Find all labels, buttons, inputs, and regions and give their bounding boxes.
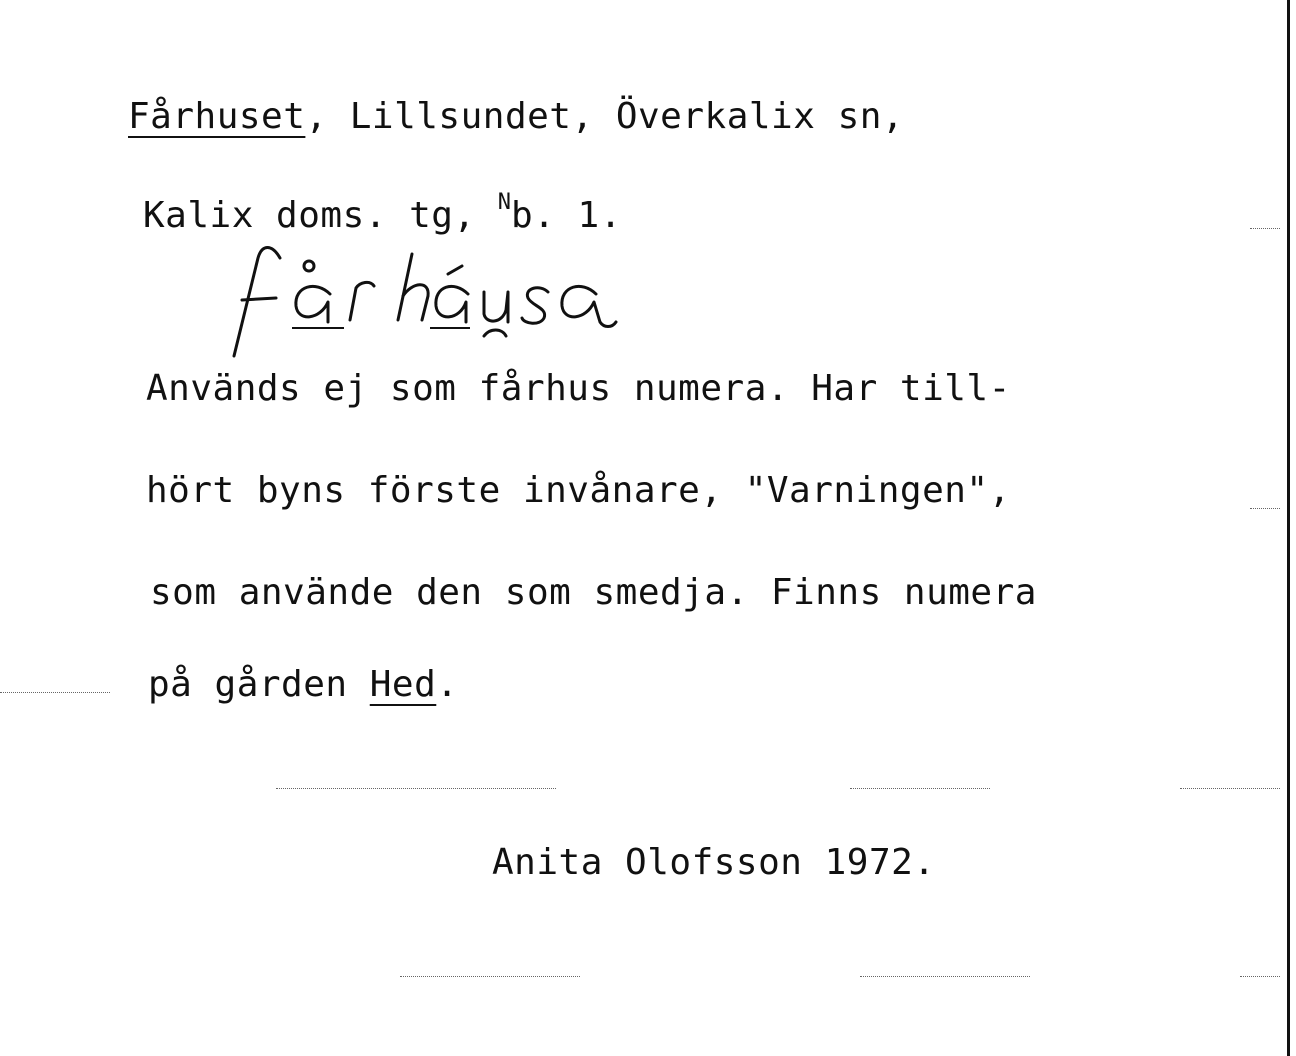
signature: Anita Olofsson 1972. xyxy=(492,842,936,883)
sheet-superscript: N xyxy=(497,190,512,215)
handwritten-form-text: fårhäusa xyxy=(222,236,226,237)
sheet-number: b. 1. xyxy=(511,195,622,236)
scan-speck xyxy=(1180,788,1280,790)
farm-prefix: på gården xyxy=(148,664,370,705)
body-line-4 xyxy=(148,664,458,705)
scan-speck xyxy=(850,788,990,790)
court-district-text: Kalix doms. tg, xyxy=(143,195,498,236)
heading-rest: , Lillsundet, Överkalix sn, xyxy=(305,96,905,137)
body-line-3: som använde den som smedja. Finns numera xyxy=(150,572,1037,613)
body-line-1: Används ej som fårhus numera. Har till- xyxy=(146,368,1011,409)
body-line-2: hört byns förste invånare, "Varningen", xyxy=(146,470,1011,511)
handwritten-pronunciation xyxy=(222,236,692,366)
scan-speck xyxy=(1250,508,1280,510)
heading-line xyxy=(128,96,904,137)
scan-speck xyxy=(1250,228,1280,230)
place-name: Fårhuset xyxy=(128,96,306,137)
farm-suffix: . xyxy=(436,664,459,705)
scan-speck xyxy=(400,976,580,978)
scan-speck xyxy=(1240,976,1280,978)
court-district-line xyxy=(143,190,622,236)
scan-speck xyxy=(860,976,1030,978)
scan-speck xyxy=(0,692,110,694)
card-right-edge xyxy=(1287,0,1290,1056)
scan-speck xyxy=(276,788,556,790)
farm-name: Hed xyxy=(369,664,437,705)
